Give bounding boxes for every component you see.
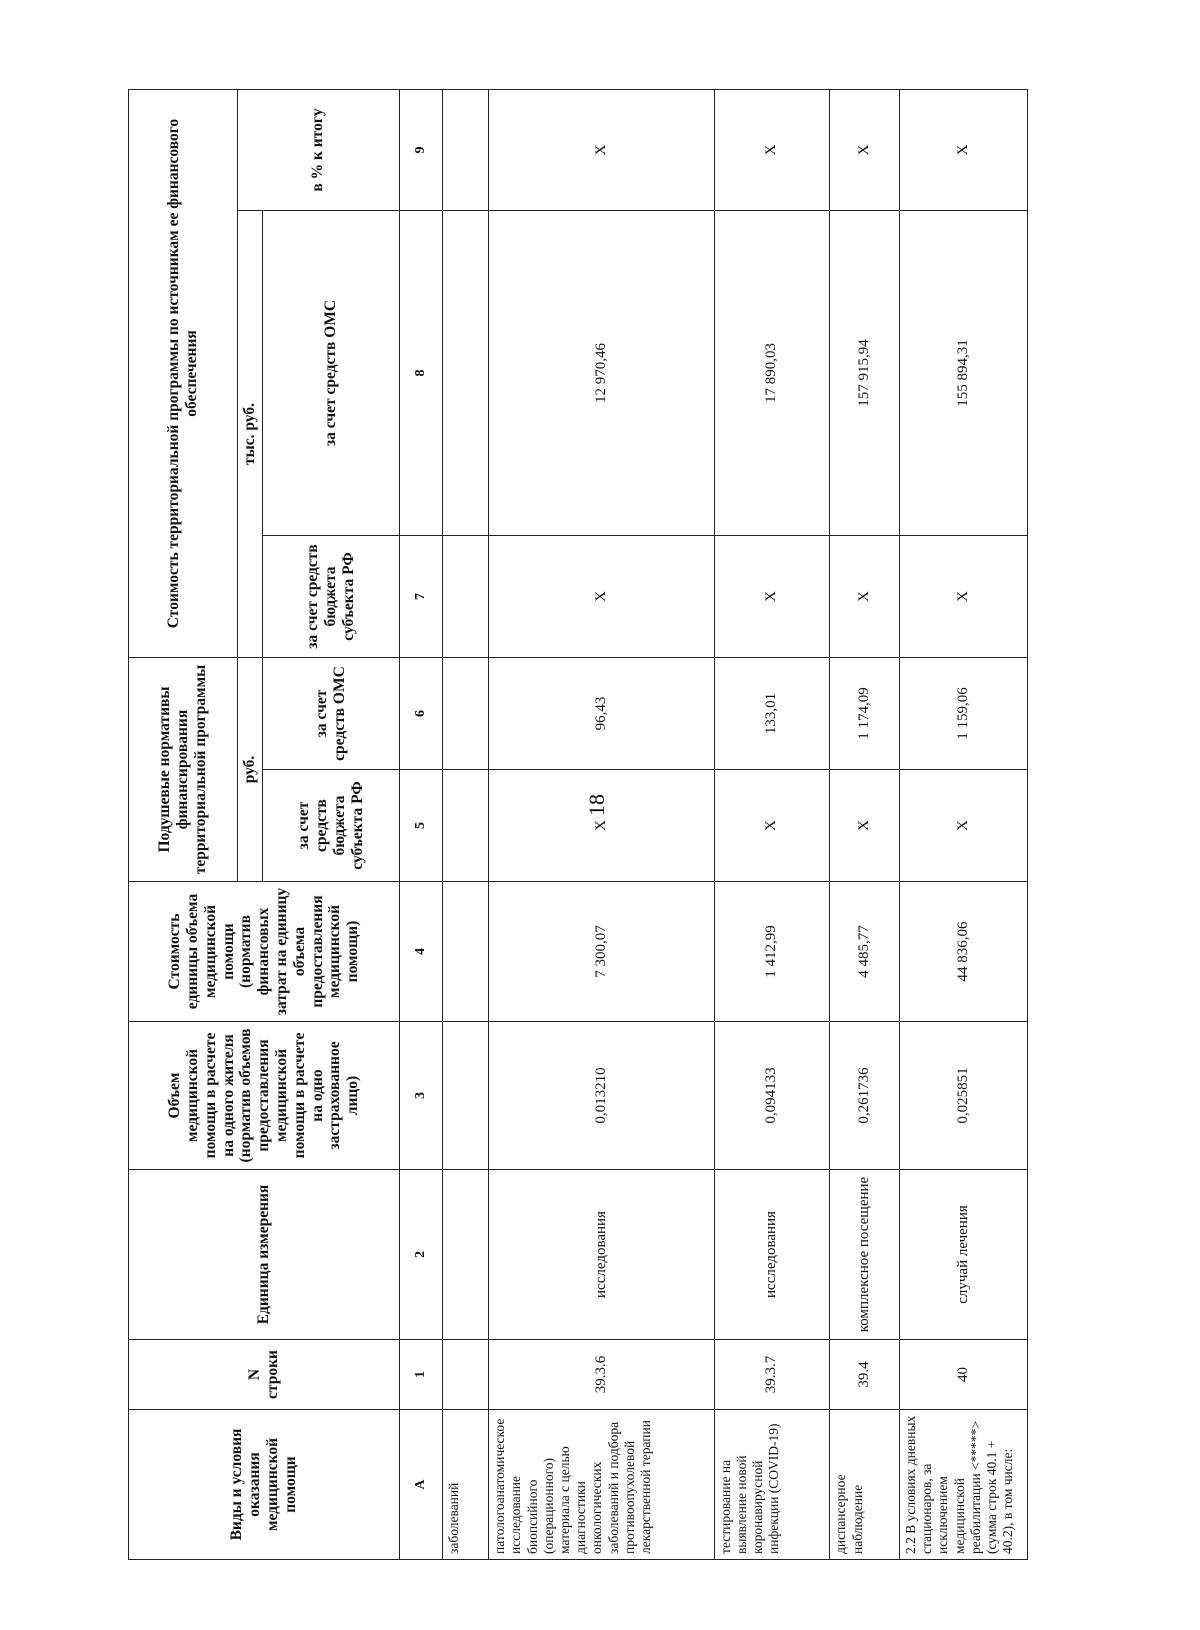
column-number: 7 xyxy=(400,536,443,658)
cell-per-capita-budget: X xyxy=(830,770,900,882)
cell-unit xyxy=(443,1170,489,1340)
cell-line: 39.3.7 xyxy=(714,1340,830,1410)
cell-total-budget: X xyxy=(489,536,714,658)
column-number: 5 xyxy=(400,770,443,882)
header-col-5: за счет средств бюджета субъекта РФ xyxy=(262,770,399,882)
cell-unit: случай лечения xyxy=(899,1170,1027,1340)
cell-type: патологоанатомическое исследование биопсийного (операционного) материала с целью диагностики онкологических заболеваний и подбора противоопухолевой лекарственной терапии xyxy=(489,1410,714,1560)
cell-volume: 0,261736 xyxy=(830,1022,900,1170)
cell-total-budget: X xyxy=(899,536,1027,658)
financing-table xyxy=(128,89,1028,1560)
header-col-a: Виды и условия оказания медицинской помощи xyxy=(129,1410,400,1560)
table-row xyxy=(830,90,900,1560)
cell-percent: X xyxy=(489,90,714,211)
header-unit-thousand-rub: тыс. руб. xyxy=(237,211,262,658)
header-col-6: за счет средств ОМС xyxy=(262,658,399,770)
cell-unit: комплексное посещение xyxy=(830,1170,900,1340)
cell-total-oms: 17 890,03 xyxy=(714,211,830,536)
cell-per-capita-oms: 96,43 xyxy=(489,658,714,770)
table-container xyxy=(128,90,1028,1560)
cell-total-oms xyxy=(443,211,489,536)
cell-unit: исследования xyxy=(714,1170,830,1340)
cell-per-capita-budget xyxy=(443,770,489,882)
cell-cost: 1 412,99 xyxy=(714,882,830,1022)
cell-type: 2.2 В условиях дневных стационаров, за исключением медицинской реабилитации <*****> (сумма строк 40.1 + 40.2), в том числе: xyxy=(899,1410,1027,1560)
cell-volume: 0,013210 xyxy=(489,1022,714,1170)
cell-total-budget xyxy=(443,536,489,658)
header-col-7: за счет средств бюджета субъекта РФ xyxy=(262,536,399,658)
column-number-row xyxy=(400,90,443,1560)
cell-percent: X xyxy=(899,90,1027,211)
header-col-1: N строки xyxy=(129,1340,400,1410)
header-col-4: Стоимость единицы объема медицинской помощи (норматив финансовых затрат на единицу объема предоставления медицинской помощи) xyxy=(129,882,400,1022)
column-number: А xyxy=(400,1410,443,1560)
cell-total-budget: X xyxy=(830,536,900,658)
cell-percent: X xyxy=(830,90,900,211)
cell-per-capita-oms: 1 159,06 xyxy=(899,658,1027,770)
cell-per-capita-oms: 1 174,09 xyxy=(830,658,900,770)
cell-type: заболеваний xyxy=(443,1410,489,1560)
header-group-per-capita: Подушевые нормативы финансирования территориальной программы xyxy=(129,658,238,882)
header-col-2: Единица измерения xyxy=(129,1170,400,1340)
header-unit-rub: руб. xyxy=(237,658,262,882)
cell-volume xyxy=(443,1022,489,1170)
cell-percent: X xyxy=(714,90,830,211)
page-number: 18 xyxy=(584,794,609,816)
cell-percent xyxy=(443,90,489,211)
cell-total-oms: 155 894,31 xyxy=(899,211,1027,536)
cell-line: 39.3.6 xyxy=(489,1340,714,1410)
table-row xyxy=(714,90,830,1560)
cell-per-capita-oms xyxy=(443,658,489,770)
header-group-program-cost: Стоимость территориальной программы по источникам ее финансового обеспечения xyxy=(129,90,238,658)
table-row xyxy=(899,90,1027,1560)
column-number: 1 xyxy=(400,1340,443,1410)
cell-type: тестирование на выявление новой коронавирусной инфекции (COVID-19) xyxy=(714,1410,830,1560)
cell-per-capita-budget: X xyxy=(489,770,714,882)
cell-total-oms: 157 915,94 xyxy=(830,211,900,536)
cell-unit: исследования xyxy=(489,1170,714,1340)
column-number: 9 xyxy=(400,90,443,211)
cell-per-capita-budget: X xyxy=(899,770,1027,882)
cell-per-capita-budget: X xyxy=(714,770,830,882)
cell-cost: 7 300,07 xyxy=(489,882,714,1022)
column-number: 8 xyxy=(400,211,443,536)
cell-line xyxy=(443,1340,489,1410)
table-body xyxy=(443,90,1028,1560)
column-number: 3 xyxy=(400,1022,443,1170)
cell-cost: 4 485,77 xyxy=(830,882,900,1022)
column-number: 2 xyxy=(400,1170,443,1340)
cell-volume: 0,094133 xyxy=(714,1022,830,1170)
header-col-9: в % к итогу xyxy=(237,90,400,211)
cell-cost: 44 836,06 xyxy=(899,882,1027,1022)
header-col-3: Объем медицинской помощи в расчете на одного жителя (норматив объемов предоставления медицинской помощи в расчете на одно застрахованное лицо) xyxy=(129,1022,400,1170)
cell-line: 40 xyxy=(899,1340,1027,1410)
table-row xyxy=(443,90,489,1560)
table-row xyxy=(489,90,714,1560)
cell-line: 39.4 xyxy=(830,1340,900,1410)
cell-total-budget: X xyxy=(714,536,830,658)
cell-cost xyxy=(443,882,489,1022)
cell-type: диспансерное наблюдение xyxy=(830,1410,900,1560)
cell-per-capita-oms: 133,01 xyxy=(714,658,830,770)
column-number: 4 xyxy=(400,882,443,1022)
cell-volume: 0,025851 xyxy=(899,1022,1027,1170)
cell-total-oms: 12 970,46 xyxy=(489,211,714,536)
column-number: 6 xyxy=(400,658,443,770)
header-col-8: за счет средств ОМС xyxy=(262,211,399,536)
